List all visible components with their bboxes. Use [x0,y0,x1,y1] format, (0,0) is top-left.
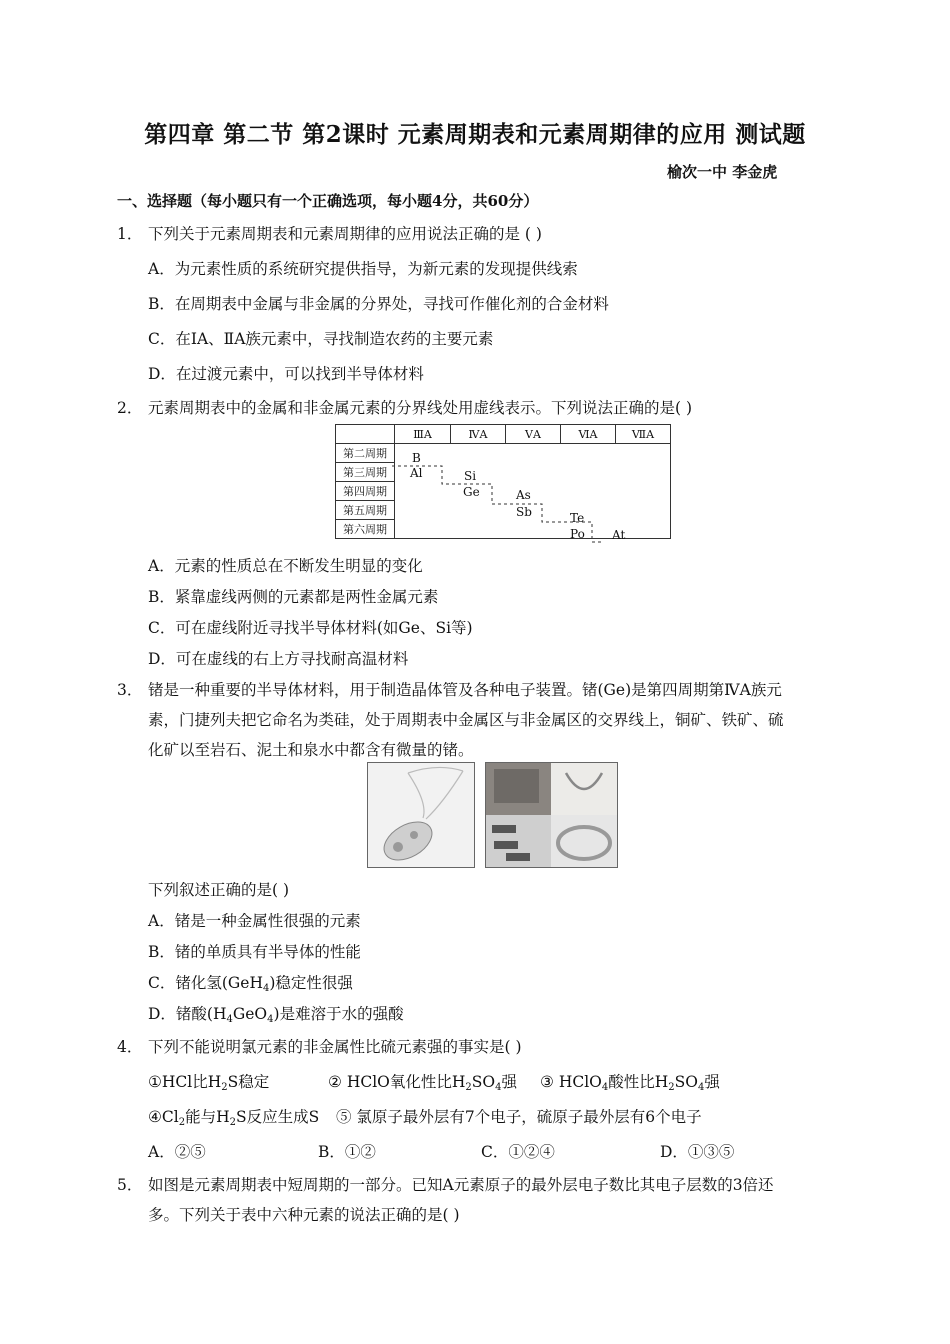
element-te: Te [570,511,585,525]
germanium-products-image [485,762,618,868]
q3-option-a: A．锗是一种金属性很强的元素 [148,912,361,930]
q3-option-b: B．锗的单质具有半导体的性能 [148,943,361,961]
q5-stem-line: 如图是元素周期表中短周期的一部分。已知A元素原子的最外层电子数比其电子层数的3倍还 [148,1176,774,1194]
q4-statement-4: $④Cl_2$能与$H_2S$反应生成S [148,1108,320,1128]
element-si: Si [464,469,477,483]
q4-option-a: A．②⑤ [148,1143,206,1161]
q1-option-b: B．在周期表中金属与非金属的分界处，寻找可作催化剂的合金材料 [148,295,609,313]
page-title: 第四章 第二节 第2课时 元素周期表和元素周期律的应用 测试题 [144,121,806,148]
q4-statement-1: ①HCl比$H_2S$稳定 [148,1073,270,1093]
q1-option-a: A．为元素性质的系统研究提供指导，为新元素的发现提供线索 [148,260,578,278]
element-po: Po [570,527,585,541]
q2-option-b: B．紧靠虚线两侧的元素都是两性金属元素 [148,588,439,606]
q3-prompt: 下列叙述正确的是( ) [148,881,290,899]
element-as: As [516,488,531,502]
period-label: 第四周期 [336,482,395,501]
q3-number: 3． [117,681,143,699]
group-header: ⅤA [506,425,561,444]
q1-option-c: C．在ⅠA、ⅡA族元素中，寻找制造农药的主要元素 [148,330,494,348]
q5-number: 5． [117,1176,143,1194]
q2-number: 2． [117,399,143,417]
q1-stem: 下列关于元素周期表和元素周期律的应用说法正确的是 ( ) [148,225,542,243]
q5-stem-line: 多。下列关于表中六种元素的说法正确的是( ) [148,1206,460,1224]
q2-option-a: A．元素的性质总在不断发生明显的变化 [148,557,423,575]
boundary-dashed-line [335,424,655,546]
q2-option-d: D．可在虚线的右上方寻找耐高温材料 [148,650,409,668]
q4-statement-2: ② HClO氧化性比$H_2SO_4$强 [328,1073,517,1093]
author: 榆次一中 李金虎 [667,163,778,181]
q3-option-d: D．锗酸$(H_4GeO_4)$是难溶于水的强酸 [148,1005,404,1025]
period-label: 第六周期 [336,520,395,539]
q2-stem: 元素周期表中的金属和非金属元素的分界线处用虚线表示。下列说法正确的是( ) [148,399,693,417]
element-al: Al [410,466,423,480]
q3-option-c: C．锗化氢(GeH$_4$)稳定性很强 [148,974,353,994]
element-ge: Ge [463,485,480,499]
group-header: ⅦA [616,425,671,444]
q1-option-d: D．在过渡元素中，可以找到半导体材料 [148,365,424,383]
element-sb: Sb [516,505,532,519]
q3-stem-line: 化矿以至岩石、泥土和泉水中都含有微量的锗。 [148,741,474,759]
q3-stem-line: 锗是一种重要的半导体材料，用于制造晶体管及各种电子装置。锗(Ge)是第四周期第ⅣA族元 [148,681,782,699]
q4-option-b: B．①② [318,1143,376,1161]
q3-stem-line: 素，门捷列夫把它命名为类硅，处于周期表中金属区与非金属区的交界线上，铜矿、铁矿、硫 [148,711,784,729]
q2-option-c: C．可在虚线附近寻找半导体材料(如Ge、Si等) [148,619,473,637]
q1-number: 1． [117,225,143,243]
period-label: 第三周期 [336,463,395,482]
period-label: 第二周期 [336,444,395,463]
group-header: ⅢA [395,425,451,444]
group-header: ⅣA [451,425,506,444]
element-b: B [412,451,421,465]
period-label: 第五周期 [336,501,395,520]
group-header: ⅥA [561,425,616,444]
q4-option-c: C．①②④ [481,1143,555,1161]
q4-stem: 下列不能说明氯元素的非金属性比硫元素强的事实是( ) [148,1038,522,1056]
germanium-pendant-image [367,762,475,868]
q4-statement-5: ⑤ 氯原子最外层有7个电子，硫原子最外层有6个电子 [336,1108,702,1126]
q4-statement-3: ③ HClO$_4$酸性比$H_2SO_4$强 [540,1073,720,1093]
q4-number: 4． [117,1038,143,1056]
q4-option-d: D．①③⑤ [660,1143,735,1161]
element-at: At [612,528,626,542]
section-heading: 一、选择题（每小题只有一个正确选项，每小题4分，共60分） [117,192,539,210]
